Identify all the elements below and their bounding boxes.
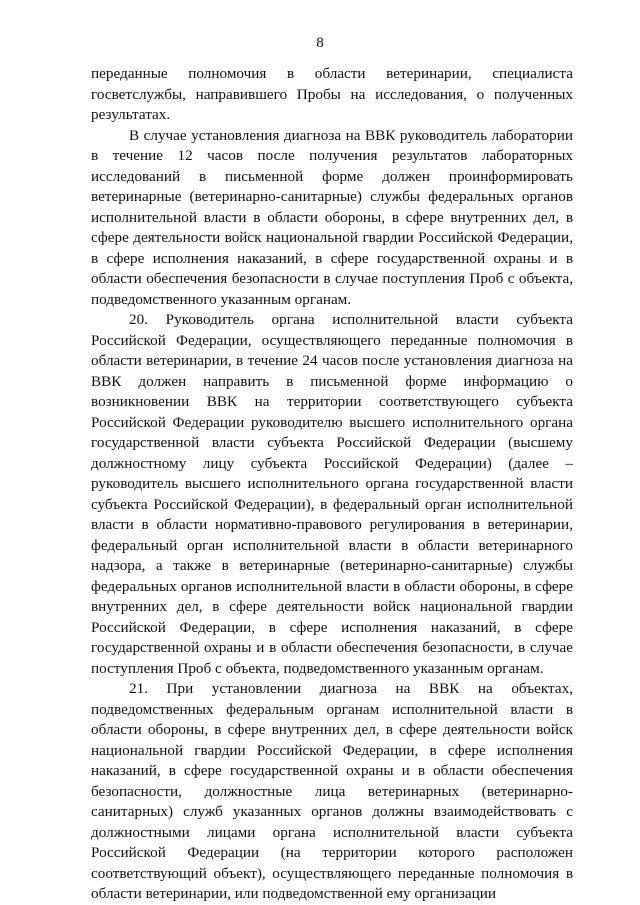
paragraph-continuation: переданные полномочия в области ветеринарии, специалиста госветслужбы, направившего Пробы на исследования, о полученных результатах. <box>91 65 573 123</box>
page-number: 8 <box>316 35 324 51</box>
paragraph-item-20: 20. Руководитель органа исполнительной власти субъекта Российской Федерации, осуществляющего переданные полномочия в области ветеринарии, в течение 24 часов после установления диагноза на ВВК должен направить в письменной форме информацию о возникновении ВВК на территории соответствующего субъекта Российской Федерации руководителю высшего исполнительного органа государственной власти субъекта Российской Федерации (высшему должностному лицу субъекта Российской Федерации) (далее – руководитель высшего исполнительного органа государственной власти субъекта Российской Федерации), в федеральный орган исполнительной власти в области нормативно-правового регулирования в ветеринарии, федеральный орган исполнительной власти в области ветеринарного надзора, а также в ветеринарные (ветеринарно-санитарные) службы федеральных органов исполнительной власти в области обороны, в сфере внутренних дел, в сфере деятельности войск национальной гвардии Российской Федерации, в сфере исполнения наказаний, в сфере государственной охраны и в области обеспечения безопасности, в случае поступления Проб с объекта, подведомственного указанным органам. <box>91 311 573 677</box>
document-body <box>91 64 573 905</box>
paragraph-lab-diagnosis-notification: В случае установления диагноза на ВВК руководитель лаборатории в течение 12 часов после получения результатов лабораторных исследований в письменной форме должен проинформировать ветеринарные (ветеринарно-санитарные) службы федеральных органов исполнительной власти в области обороны, в сфере внутренних дел, в сфере деятельности войск национальной гвардии Российской Федерации, в сфере исполнения наказаний, в сфере государственной охраны и в области обеспечения безопасности в случае поступления Проб с объекта, подведомственного указанным органам. <box>91 126 573 308</box>
paragraph-item-21: 21. При установлении диагноза на ВВК на объектах, подведомственных федеральным органам исполнительной власти в области обороны, в сфере внутренних дел, в сфере деятельности войск национальной гвардии Российской Федерации, в сфере исполнения наказаний, в сфере государственной охраны и в области обеспечения безопасности, должностные лица ветеринарных (ветеринарно-санитарных) служб указанных органов должны взаимодействовать с должностными лицами органа исполнительной власти субъекта Российской Федерации (на территории которого расположен соответствующий объект), осуществляющего переданные полномочия в области ветеринарии, или подведомственной ему организации <box>91 680 573 902</box>
